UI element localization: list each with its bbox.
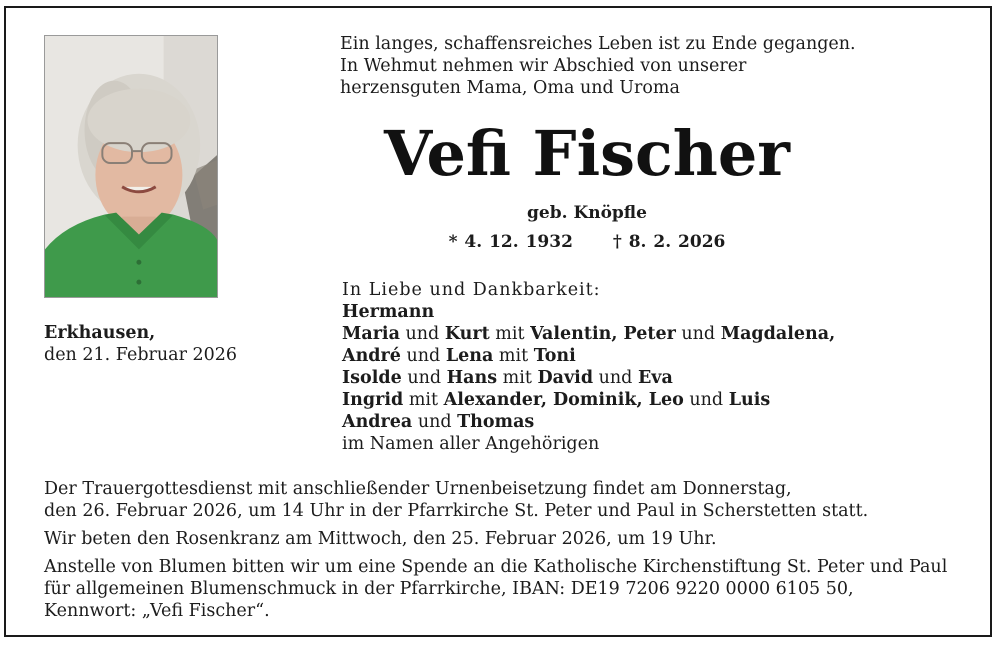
connector: und: [407, 368, 442, 388]
family-line: [342, 411, 835, 433]
family-member: Ingrid: [342, 390, 404, 410]
life-dates: [340, 231, 834, 253]
connector: mit: [408, 390, 439, 410]
family-member: Andrea: [342, 412, 413, 432]
deceased-name: Vefi Fischer: [384, 117, 790, 190]
family-member: Hans: [446, 368, 498, 388]
place-city: Erkhausen,: [44, 323, 156, 343]
funeral-service: [44, 478, 947, 522]
connector: mit: [498, 346, 529, 366]
donation-line: für allgemeinen Blumenschmuck in der Pfarrkirche, IBAN: DE19 7206 9220 0000 6105 50,: [44, 579, 854, 599]
family-member: Hermann: [342, 302, 435, 322]
maiden-name: geb. Knöpfle: [527, 203, 647, 223]
connector: und: [598, 368, 633, 388]
service-info: [44, 478, 947, 628]
connector: und: [405, 324, 440, 344]
intro-line: In Wehmut nehmen wir Abschied von unserer: [340, 56, 747, 76]
family-member: Luis: [728, 390, 771, 410]
closing-line: im Namen aller Angehörigen: [342, 434, 600, 454]
family-member: Kurt: [444, 324, 490, 344]
thanks-line: In Liebe und Dankbarkeit:: [342, 280, 601, 300]
service-line: den 26. Februar 2026, um 14 Uhr in der Pfarrkirche St. Peter und Paul in Scherstetten statt.: [44, 501, 869, 521]
family-member: Isolde: [342, 368, 402, 388]
family-line: [342, 389, 835, 411]
connector: und: [689, 390, 724, 410]
connector: mit: [495, 324, 525, 344]
portrait-illustration: [45, 36, 217, 297]
family-member: Eva: [637, 368, 673, 388]
connector: und: [417, 412, 452, 432]
family-member: Maria: [342, 324, 400, 344]
family-line: [342, 323, 835, 345]
family-line: [342, 345, 835, 367]
family-member: David: [537, 368, 594, 388]
portrait-photo: [44, 35, 218, 298]
family-member: André: [342, 346, 401, 366]
family-line: [342, 367, 835, 389]
donation-line: Anstelle von Blumen bitten wir um eine Spende an die Katholische Kirchenstiftung St. Peter und Paul: [44, 557, 948, 577]
connector: mit: [502, 368, 532, 388]
family-member: Magdalena,: [720, 324, 836, 344]
intro-line: Ein langes, schaffensreiches Leben ist zu Ende gegangen.: [340, 34, 856, 54]
intro-text: [340, 33, 856, 99]
family-member: Valentin, Peter: [530, 324, 676, 344]
family-line: [342, 301, 835, 323]
mourners-list: [342, 279, 835, 455]
connector: und: [406, 346, 441, 366]
connector: und: [681, 324, 716, 344]
family-member: Lena: [445, 346, 494, 366]
family-member: Alexander, Dominik, Leo: [443, 390, 684, 410]
service-line: Der Trauergottesdienst mit anschließender Urnenbeisetzung findet am Donnerstag,: [44, 479, 792, 499]
death-date: † 8. 2. 2026: [612, 232, 726, 252]
family-member: Thomas: [457, 412, 535, 432]
rosary-info: Wir beten den Rosenkranz am Mittwoch, den 25. Februar 2026, um 19 Uhr.: [44, 529, 717, 549]
family-member: Toni: [533, 346, 576, 366]
birth-date: * 4. 12. 1932: [448, 232, 573, 252]
donation-info: [44, 556, 947, 622]
donation-line: Kennwort: „Vefi Fischer“.: [44, 601, 270, 621]
place-date: den 21. Februar 2026: [44, 345, 238, 365]
place-and-date: [44, 322, 237, 366]
intro-line: herzensguten Mama, Oma und Uroma: [340, 78, 680, 98]
